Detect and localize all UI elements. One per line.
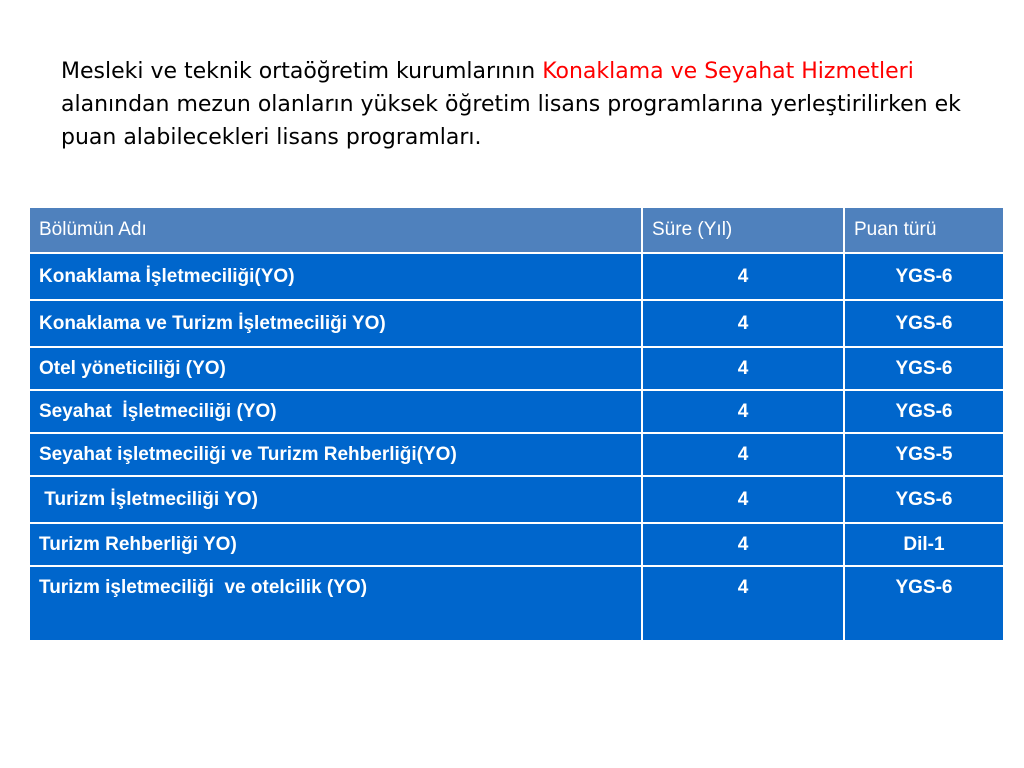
table-header-row (29, 207, 1004, 253)
intro-text-start: Mesleki ve teknik ortaöğretim kurumlarının (61, 59, 543, 84)
program-name-cell: Seyahat İşletmeciliği (YO) (29, 390, 642, 433)
intro-highlight: Konaklama ve Seyahat Hizmetleri (542, 59, 914, 84)
intro-paragraph (61, 55, 961, 154)
duration-cell: 4 (642, 523, 844, 566)
score-type-cell: YGS-6 (844, 300, 1004, 347)
score-type-cell: YGS-6 (844, 390, 1004, 433)
score-type-cell: Dil-1 (844, 523, 1004, 566)
duration-cell: 4 (642, 253, 844, 300)
duration-cell: 4 (642, 566, 844, 641)
duration-cell: 4 (642, 390, 844, 433)
table-row (29, 523, 1004, 566)
score-type-cell: YGS-6 (844, 566, 1004, 641)
intro-text-end: alanından mezun olanların yüksek öğretim lisans programlarına yerleştirilirken ek puan alabilecekleri lisans programları. (61, 92, 961, 150)
program-name-cell: Turizm Rehberliği YO) (29, 523, 642, 566)
score-type-cell: YGS-5 (844, 433, 1004, 476)
table-row (29, 476, 1004, 523)
table-row (29, 300, 1004, 347)
score-type-cell: YGS-6 (844, 476, 1004, 523)
program-name-cell: Otel yöneticiliği (YO) (29, 347, 642, 390)
program-name-cell: Turizm İşletmeciliği YO) (29, 476, 642, 523)
header-score-type: Puan türü (844, 207, 1004, 253)
programs-table (28, 206, 1005, 642)
duration-cell: 4 (642, 476, 844, 523)
program-name-cell: Seyahat işletmeciliği ve Turizm Rehberliği(YO) (29, 433, 642, 476)
program-name-cell: Konaklama İşletmeciliği(YO) (29, 253, 642, 300)
header-duration: Süre (Yıl) (642, 207, 844, 253)
header-program-name: Bölümün Adı (29, 207, 642, 253)
table-row (29, 390, 1004, 433)
score-type-cell: YGS-6 (844, 347, 1004, 390)
table-row (29, 253, 1004, 300)
program-name-cell: Konaklama ve Turizm İşletmeciliği YO) (29, 300, 642, 347)
duration-cell: 4 (642, 433, 844, 476)
program-name-cell: Turizm işletmeciliği ve otelcilik (YO) (29, 566, 642, 641)
duration-cell: 4 (642, 347, 844, 390)
table-row (29, 347, 1004, 390)
table-row (29, 566, 1004, 641)
table-row (29, 433, 1004, 476)
score-type-cell: YGS-6 (844, 253, 1004, 300)
duration-cell: 4 (642, 300, 844, 347)
